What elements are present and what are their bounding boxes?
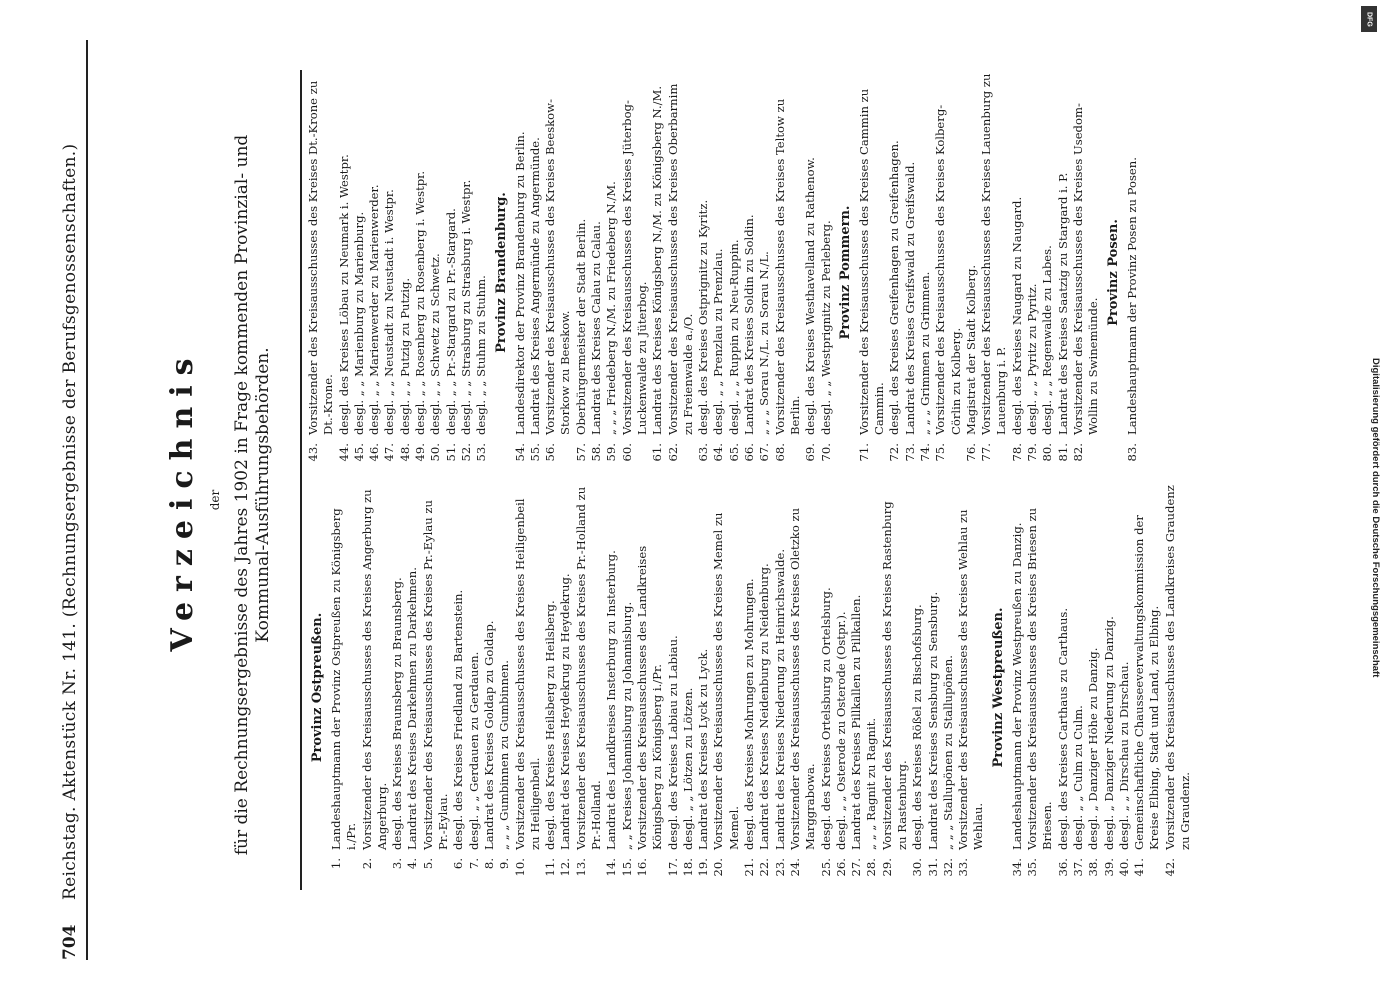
entry-number: 76. xyxy=(963,443,978,462)
list-item xyxy=(1056,485,1071,890)
list-item xyxy=(696,70,711,475)
entry-number: 18. xyxy=(680,858,695,877)
entry-text: Landrat des Kreises Greifswald zu Greifswald. xyxy=(902,161,917,435)
entry-number: 65. xyxy=(726,443,741,462)
entry-text: „ „ „ Grimmen zu Grimmen. xyxy=(917,271,932,435)
entry-text: Oberbürgermeister der Stadt Berlin. xyxy=(573,218,588,435)
directory-columns xyxy=(300,70,1290,890)
entry-number: 40. xyxy=(1116,858,1131,877)
page-header xyxy=(50,40,90,960)
entry-text: desgl. des Kreises Carthaus zu Carthaus. xyxy=(1055,607,1070,850)
entry-number: 77. xyxy=(979,443,994,462)
entry-text: desgl. des Kreises Labiau zu Labiau. xyxy=(665,635,680,850)
entry-number: 17. xyxy=(665,858,680,877)
entry-text: Vorsitzender des Kreisausschusses des Kreises Usedom-Wollin zu Swinemünde. xyxy=(1070,103,1101,435)
entry-number: 26. xyxy=(833,858,848,877)
list-item xyxy=(620,70,651,475)
list-item xyxy=(880,485,911,890)
digitization-watermark: Digitalisierung gefördert durch die Deutsche Forschungsgemeinschaft xyxy=(1370,358,1381,678)
entry-text: desgl. „ „ Gerdauen zu Gerdauen. xyxy=(466,651,481,850)
entry-text: Landrat des Kreises Goldap zu Goldap. xyxy=(481,620,496,850)
list-item xyxy=(857,70,888,475)
entry-number: 2. xyxy=(359,858,374,870)
entry-text: desgl. des Kreises Braunsberg zu Braunsberg. xyxy=(390,577,405,850)
entry-number: 61. xyxy=(650,443,665,462)
entry-text: Landrat des Kreises Neidenburg zu Neidenburg. xyxy=(757,563,772,850)
list-item xyxy=(727,70,742,475)
entry-text: Landrat des Kreises Darkehmen zu Darkehmen. xyxy=(405,567,420,850)
entry-text: desgl. „ „ Regenwalde zu Labes. xyxy=(1040,245,1055,435)
list-item xyxy=(620,485,635,890)
list-item xyxy=(398,70,413,475)
entry-number: 39. xyxy=(1101,858,1116,877)
header-rule xyxy=(86,40,88,960)
entry-number: 72. xyxy=(887,443,902,462)
entry-text: „ „ „ Friedeberg N./M. zu Friedeberg N./M. xyxy=(604,181,619,435)
entry-text: Vorsitzender des Kreisausschusses des Kreises Oberbarnim zu Freienwalde a./O. xyxy=(665,83,695,435)
list-item xyxy=(574,70,589,475)
entry-text: desgl. „ „ Marienwerder zu Marienwerder. xyxy=(367,184,382,435)
entry-number: 74. xyxy=(917,443,932,462)
entry-text: Landrat des Kreises Angermünde zu Angermünde. xyxy=(527,137,542,435)
entry-number: 64. xyxy=(711,443,726,462)
entry-text: desgl. „ „ Lötzen zu Lötzen. xyxy=(680,687,695,850)
entry-text: Vorsitzender des Kreisausschusses des Kreises Rastenburg zu Rastenburg. xyxy=(879,501,909,850)
entry-number: 68. xyxy=(772,443,787,462)
list-item xyxy=(428,70,443,475)
entry-number: 81. xyxy=(1055,443,1070,462)
entry-number: 38. xyxy=(1086,858,1101,877)
list-item xyxy=(382,70,397,475)
entry-text: desgl. des Kreises Löbau zu Neumark i. Westpr. xyxy=(336,154,351,435)
entry-text: desgl. „ „ Marienburg zu Marienburg. xyxy=(351,211,366,435)
entry-number: 50. xyxy=(428,443,443,462)
list-item xyxy=(390,485,405,890)
list-item xyxy=(1086,485,1101,890)
entry-number: 46. xyxy=(367,443,382,462)
province-heading: Provinz Westpreußen. xyxy=(990,607,1006,768)
entry-number: 1. xyxy=(329,858,343,870)
entry-number: 12. xyxy=(558,858,573,877)
entry-number: 3. xyxy=(390,858,405,870)
entry-number: 30. xyxy=(910,858,925,877)
entry-text: Vorsitzender des Kreisausschusses des Kreises Pr.-Eylau zu Pr.-Eylau. xyxy=(420,499,451,850)
columns-top-rule xyxy=(300,70,302,890)
list-item xyxy=(1010,485,1025,890)
entry-text: Vorsitzender des Kreisausschusses des Kreises Memel zu Memel. xyxy=(711,512,741,850)
entry-number: 28. xyxy=(864,858,879,877)
entry-number: 63. xyxy=(696,443,711,462)
title-der: der xyxy=(208,489,222,511)
list-item xyxy=(681,485,696,890)
entry-text: desgl. „ „ Strasburg zu Strasburg i. Westpr. xyxy=(458,179,473,435)
list-item xyxy=(979,70,1010,475)
entry-text: Gemeinschaftliche Chausseeverwaltungskommission der Kreise Elbing, Stadt und Land, zu Elbing. xyxy=(1132,515,1162,850)
entry-number: 24. xyxy=(787,858,802,877)
entry-text: Landrat des Kreises Königsberg N./M. zu Königsberg N./M. xyxy=(650,85,665,435)
entry-number: 47. xyxy=(382,443,397,462)
entry-number: 31. xyxy=(925,858,940,877)
list-item xyxy=(474,70,489,475)
list-item xyxy=(757,70,772,475)
list-item xyxy=(696,485,711,890)
list-item xyxy=(459,70,474,475)
list-item xyxy=(1163,485,1194,890)
list-item xyxy=(635,485,666,890)
list-item xyxy=(1132,485,1163,890)
entry-number: 59. xyxy=(604,443,619,462)
entry-text: „ „ „ Gumbinnen zu Gumbinnen. xyxy=(497,660,512,850)
entry-number: 55. xyxy=(527,443,542,462)
entry-number: 6. xyxy=(451,858,466,870)
list-item xyxy=(306,70,337,475)
entry-text: Landrat des Kreises Pillkallen zu Pillkallen. xyxy=(849,594,864,850)
list-item xyxy=(757,485,772,890)
entry-number: 32. xyxy=(940,858,955,877)
entry-number: 35. xyxy=(1025,858,1040,877)
list-item xyxy=(413,70,428,475)
entry-number: 37. xyxy=(1070,858,1085,877)
list-item xyxy=(666,485,681,890)
list-item xyxy=(788,485,819,890)
entry-number: 15. xyxy=(619,858,634,877)
entry-number: 13. xyxy=(573,858,588,877)
entry-text: desgl. des Kreises Friedland zu Bartenstein. xyxy=(451,589,466,850)
entry-number: 16. xyxy=(634,858,649,877)
entry-text: Vorsitzender des Kreisausschusses des Kreises Kolberg-Cörlin zu Kolberg. xyxy=(933,104,963,435)
list-item xyxy=(360,485,391,890)
entry-text: „ „ „ Stallupönen zu Stallupönen. xyxy=(940,655,955,850)
entry-text: Landesdirektor der Provinz Brandenburg zu Berlin. xyxy=(512,131,527,435)
list-item xyxy=(803,70,818,475)
list-item xyxy=(1040,70,1055,475)
entry-number: 41. xyxy=(1132,858,1147,877)
list-item xyxy=(1117,485,1132,890)
list-item xyxy=(497,485,512,890)
entry-text: Landrat des Kreises Niederung zu Heinrichswalde. xyxy=(772,548,787,850)
entry-text: Vorsitzender des Kreisausschusses des Kreises Beeskow-Storkow zu Beeskow. xyxy=(543,98,573,435)
entry-number: 8. xyxy=(481,858,496,870)
list-item xyxy=(773,70,804,475)
entry-number: 58. xyxy=(589,443,604,462)
list-item xyxy=(956,485,987,890)
entry-text: Landrat des Kreises Soldin zu Soldin. xyxy=(742,214,757,435)
list-item xyxy=(528,70,543,475)
list-item xyxy=(864,485,879,890)
entry-number: 75. xyxy=(933,443,948,462)
entry-text: Vorsitzender des Kreisausschusses des Kreises Angerburg zu Angerburg. xyxy=(359,489,389,850)
entry-number: 82. xyxy=(1070,443,1085,462)
entry-text: desgl. des Kreises Naugard zu Naugard. xyxy=(1009,196,1024,435)
entry-number: 21. xyxy=(742,858,757,877)
entry-text: desgl. „ Danziger Niederung zu Danzig. xyxy=(1101,616,1116,850)
entry-text: desgl. des Kreises Mohrungen zu Mohrungen. xyxy=(742,578,757,850)
entry-text: desgl. „ „ Schwetz zu Schwetz. xyxy=(428,253,443,435)
entry-text: Landrat des Kreises Heydekrug zu Heydekrug. xyxy=(558,573,573,850)
entry-number: 67. xyxy=(757,443,772,462)
list-item xyxy=(337,70,352,475)
entry-text: desgl. „ Danziger Höhe zu Danzig. xyxy=(1086,647,1101,850)
list-item xyxy=(558,485,573,890)
province-heading: Provinz Posen. xyxy=(1105,219,1121,326)
list-item xyxy=(941,485,956,890)
entry-number: 52. xyxy=(458,443,473,462)
entry-number: 20. xyxy=(711,858,726,877)
entry-number: 62. xyxy=(665,443,680,462)
list-item xyxy=(773,485,788,890)
entry-number: 22. xyxy=(757,858,772,877)
entry-text: „ „ Kreises Johannisburg zu Johannisburg. xyxy=(619,601,634,850)
list-item xyxy=(367,70,382,475)
page-subtitle: für die Rechnungsergebnisse des Jahres 1902 in Frage kommenden Provinzial- und Kommunal-Ausführungsbehörden. xyxy=(232,134,273,856)
entry-text: desgl. „ „ Culm zu Culm. xyxy=(1070,705,1085,850)
entry-text: desgl. des Kreises Westhavelland zu Rathenow. xyxy=(803,157,818,435)
entry-text: desgl. „ „ Prenzlau zu Prenzlau. xyxy=(711,248,726,435)
entry-number: 70. xyxy=(818,443,833,462)
list-item xyxy=(444,70,459,475)
list-item xyxy=(513,485,544,890)
list-item xyxy=(711,485,742,890)
entry-number: 57. xyxy=(573,443,588,462)
entry-number: 42. xyxy=(1162,858,1177,877)
entry-text: Vorsitzender des Kreisausschusses des Kreises Cammin zu Cammin. xyxy=(856,88,887,435)
list-item xyxy=(903,70,918,475)
entry-number: 10. xyxy=(512,858,527,877)
entry-text: desgl. des Kreises Ortelsburg zu Ortelsburg. xyxy=(818,587,833,850)
entry-text: desgl. „ „ Putzig zu Putzig. xyxy=(397,277,412,435)
list-item xyxy=(1056,70,1071,475)
list-item xyxy=(918,70,933,475)
entry-text: Landrat des Kreises Lyck zu Lyck. xyxy=(696,648,711,850)
list-item xyxy=(543,485,558,890)
entry-number: 23. xyxy=(772,858,787,877)
entry-text: Landeshauptmann der Provinz Westpreußen zu Danzig. xyxy=(1009,522,1024,850)
entry-text: Vorsitzender des Kreisausschusses des Landkreises Graudenz zu Graudenz. xyxy=(1162,485,1193,850)
list-item xyxy=(650,70,665,475)
list-item xyxy=(604,485,619,890)
entry-number: 73. xyxy=(902,443,917,462)
entry-text: Vorsitzender des Kreisausschusses des Kreises Teltow zu Berlin. xyxy=(772,98,802,435)
entry-number: 69. xyxy=(803,443,818,462)
page-title: Verzeichnis xyxy=(165,348,200,652)
entry-text: Vorsitzender des Kreisausschusses des Kreises Heiligenbeil zu Heiligenbeil. xyxy=(512,498,542,850)
list-item xyxy=(589,70,604,475)
entry-text: desgl. „ „ Ruppin zu Neu-Ruppin. xyxy=(726,239,741,435)
entry-text: desgl. „ „ Pyritz zu Pyritz. xyxy=(1025,283,1040,435)
list-item xyxy=(711,70,726,475)
entry-number: 44. xyxy=(336,443,351,462)
entry-number: 66. xyxy=(742,443,757,462)
entry-number: 11. xyxy=(543,858,558,877)
entry-number: 19. xyxy=(696,858,711,877)
entry-number: 83. xyxy=(1124,443,1139,462)
list-item xyxy=(887,70,902,475)
entry-text: Landrat des Kreises Sensburg zu Sensburg. xyxy=(925,591,940,850)
entry-number: 45. xyxy=(351,443,366,462)
entry-number: 49. xyxy=(413,443,428,462)
entry-text: desgl. „ „ Osterode zu Osterode (Ostpr.). xyxy=(833,611,848,850)
entry-text: Vorsitzender des Kreisausschusses des Kreises Oletzko zu Marggrabowa. xyxy=(787,507,818,850)
entry-number: 25. xyxy=(818,858,833,877)
entry-text: desgl. „ „ Westprignitz zu Perleberg. xyxy=(818,220,833,435)
entry-number: 14. xyxy=(604,858,619,877)
entry-text: Landrat des Kreises Calau zu Calau. xyxy=(589,221,604,435)
province-heading: Provinz Pommern. xyxy=(837,205,853,340)
province-heading: Provinz Ostpreußen. xyxy=(310,612,325,763)
list-item xyxy=(604,70,619,475)
list-item xyxy=(1025,70,1040,475)
entry-text: Vorsitzender des Kreisausschusses des Kreises Dt.-Krone zu Dt.-Krone. xyxy=(306,80,336,435)
list-item xyxy=(467,485,482,890)
column-left xyxy=(306,485,1193,890)
entry-text: Vorsitzender des Kreisausschusses des Kreises Briesen zu Briesen. xyxy=(1025,507,1055,850)
list-item xyxy=(849,485,864,890)
list-item xyxy=(405,485,420,890)
entry-text: desgl. „ „ Stuhm zu Stuhm. xyxy=(474,275,489,435)
entry-text: Vorsitzender des Kreisausschusses des Kreises Lauenburg zu Lauenburg i. P. xyxy=(979,73,1009,435)
province-heading: Provinz Brandenburg. xyxy=(493,192,509,353)
list-item xyxy=(1102,485,1117,890)
entry-text: Landrat des Landkreises Insterburg zu Insterburg. xyxy=(604,550,619,850)
entry-number: 27. xyxy=(849,858,864,877)
list-item xyxy=(451,485,466,890)
list-item xyxy=(352,70,367,475)
entry-text: Vorsitzender des Kreisausschusses des Kreises Wehlau zu Wehlau. xyxy=(956,509,986,850)
entry-text: desgl. „ „ Rosenberg zu Rosenberg i. Westpr. xyxy=(413,170,428,435)
entry-number: 36. xyxy=(1055,858,1070,877)
entry-number: 29. xyxy=(879,858,894,877)
entry-text: „ „ „ Sorau N./L. zu Sorau N./L. xyxy=(757,251,772,435)
entry-text: desgl. des Kreises Heilsberg zu Heilsberg. xyxy=(543,600,558,850)
entry-text: Vorsitzender des Kreisausschusses des Kreises Jüterbog-Luckenwalde zu Jüterbog. xyxy=(619,100,649,435)
entry-number: 7. xyxy=(466,858,481,870)
entry-number: 5. xyxy=(420,858,435,870)
list-item xyxy=(421,485,452,890)
entry-number: 51. xyxy=(443,443,458,462)
entry-text: Vorsitzender des Kreisausschusses des Landkreises Königsberg zu Königsberg i./Pr. xyxy=(634,545,665,850)
entry-text: Landeshauptmann der Provinz Posen zu Posen. xyxy=(1124,157,1139,435)
list-item xyxy=(819,485,834,890)
entry-number: 9. xyxy=(497,858,512,870)
entry-number: 43. xyxy=(306,443,320,462)
entry-text: desgl. des Kreises Ostprignitz zu Kyritz. xyxy=(696,199,711,435)
list-item xyxy=(819,70,834,475)
entry-number: 54. xyxy=(512,443,527,462)
list-item xyxy=(543,70,574,475)
list-item xyxy=(964,70,979,475)
entry-text: „ „ „ Ragnit zu Ragnit. xyxy=(864,717,879,850)
entry-text: Magistrat der Stadt Kolberg. xyxy=(963,264,978,435)
entry-text: desgl. „ „ Neustadt zu Neustadt i. Westpr. xyxy=(382,189,397,435)
entry-number: 56. xyxy=(543,443,558,462)
list-item xyxy=(666,70,697,475)
list-item xyxy=(742,70,757,475)
entry-text: Vorsitzender des Kreisausschusses des Kreises Pr.-Holland zu Pr.-Holland. xyxy=(573,486,604,850)
entry-text: desgl. „ „ Dirschau zu Dirschau. xyxy=(1116,661,1131,850)
entry-text: desgl. des Kreises Greifenhagen zu Greifenhagen. xyxy=(887,140,902,435)
entry-text: desgl. „ „ Pr.-Stargard zu Pr.-Stargard. xyxy=(443,208,458,435)
entry-number: 53. xyxy=(474,443,489,462)
entry-number: 78. xyxy=(1009,443,1024,462)
list-item xyxy=(1125,70,1140,475)
entry-number: 34. xyxy=(1009,858,1024,877)
list-item xyxy=(834,485,849,890)
dfg-logo: DFG xyxy=(1361,6,1377,32)
list-item xyxy=(933,70,964,475)
list-item xyxy=(574,485,605,890)
list-item xyxy=(1010,70,1025,475)
page-number: 704 xyxy=(60,924,80,960)
entry-number: 71. xyxy=(856,443,871,462)
entry-number: 33. xyxy=(956,858,971,877)
list-item xyxy=(1025,485,1056,890)
list-item xyxy=(742,485,757,890)
column-right xyxy=(306,70,1140,475)
entry-number: 4. xyxy=(405,858,420,870)
running-head: Reichstag. Aktenstück Nr. 141. (Rechnungsergebnisse der Berufsgenossenschaften.) xyxy=(60,143,80,900)
list-item xyxy=(926,485,941,890)
entry-number: 79. xyxy=(1025,443,1040,462)
entry-number: 60. xyxy=(619,443,634,462)
entry-number: 48. xyxy=(397,443,412,462)
entry-number: 80. xyxy=(1040,443,1055,462)
list-item xyxy=(1071,70,1102,475)
list-item xyxy=(910,485,925,890)
entry-text: Landrat des Kreises Saatzig zu Stargard i. P. xyxy=(1055,172,1070,435)
entry-text: desgl. des Kreises Rößel zu Bischofsburg. xyxy=(910,604,925,850)
entry-text: Landeshauptmann der Provinz Ostpreußen zu Königsberg i./Pr. xyxy=(329,508,359,850)
list-item xyxy=(329,485,360,890)
list-item xyxy=(482,485,497,890)
list-item xyxy=(513,70,528,475)
list-item xyxy=(1071,485,1086,890)
